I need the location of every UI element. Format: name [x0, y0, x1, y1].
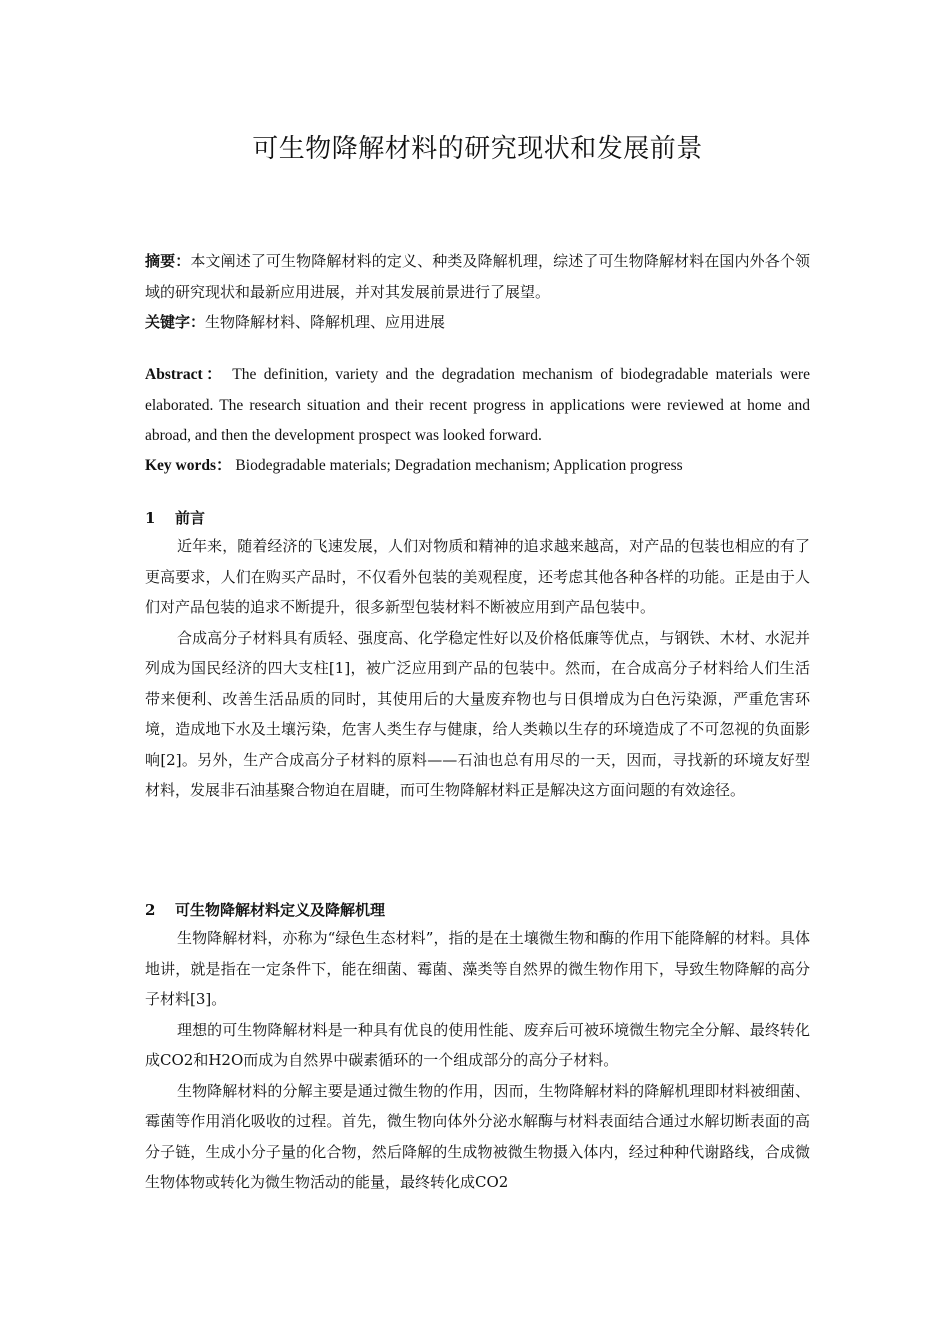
section-1 — [145, 505, 810, 806]
page-title: 可生物降解材料的研究现状和发展前景 — [252, 134, 703, 164]
section-heading — [145, 505, 810, 531]
section-2 — [145, 897, 810, 1198]
abstract-cn — [145, 246, 810, 338]
abstract-en — [145, 360, 810, 480]
section-number: 2 — [145, 901, 156, 919]
paragraph: 理想的可生物降解材料是一种具有优良的使用性能、废弃后可被环境微生物完全分解、最终转化成CO2和H2O而成为自然界中碳素循环的一个组成部分的高分子材料。 — [145, 1020, 810, 1069]
section-heading — [145, 897, 810, 923]
section-number: 1 — [145, 509, 156, 527]
keywords-cn-text: 生物降解材料、降解机理、应用进展 — [205, 313, 446, 331]
paragraph: 合成高分子材料具有质轻、强度高、化学稳定性好以及价格低廉等优点，与钢铁、木材、水泥并列成为国民经济的四大支柱[1]，被广泛应用到产品的包装中。然而，在合成高分子材料给人们生活带来便利、改善生活品质的同时，其使用后的大量废弃物也与日俱增成为白色污染源，严重危害环境，造成地下水及土壤污染，危害人类生存与健康，给人类赖以生存的环境造成了不可忽视的负面影响[2]。另外，生产合成高分子材料的原料——石油也总有用尽的一天，因而，寻找新的环境友好型材料，发展非石油基聚合物迫在眉睫，而可生物降解材料正是解决这方面问题的有效途径。 — [145, 628, 810, 799]
abstract-en-paragraph — [145, 360, 810, 452]
keywords-cn-paragraph — [145, 307, 810, 338]
abstract-cn-paragraph — [145, 246, 810, 307]
abstract-en-text: The definition, variety and the degradation mechanism of biodegradable materials were elaborated. The research situation and their recent progress in applications were reviewed at home and abroad, and then the development prospect was looked forward. — [145, 366, 810, 444]
paragraph: 近年来，随着经济的飞速发展，人们对物质和精神的追求越来越高，对产品的包装也相应的有了更高要求，人们在购买产品时，不仅看外包装的美观程度，还考虑其他各种各样的功能。正是由于人们对产品包装的追求不断提升，很多新型包装材料不断被应用到产品包装中。 — [145, 537, 810, 616]
section-title: 可生物降解材料定义及降解机理 — [175, 901, 386, 919]
paragraph: 生物降解材料的分解主要是通过微生物的作用，因而，生物降解材料的降解机理即材料被细菌、霉菌等作用消化吸收的过程。首先，微生物向体外分泌水解酶与材料表面结合通过水解切断表面的高分子链，生成小分子量的化合物，然后降解的生成物被微生物摄入体内，经过种种代谢路线，合成微生物体物或转化为微生物活动的能量，最终转化成CO2 — [145, 1081, 810, 1191]
abstract-cn-label: 摘要： — [145, 252, 191, 270]
abstract-cn-text: 本文阐述了可生物降解材料的定义、种类及降解机理，综述了可生物降解材料在国内外各个领域的研究现状和最新应用进展，并对其发展前景进行了展望。 — [145, 252, 810, 301]
keywords-cn-label: 关键字： — [145, 313, 206, 331]
section-title: 前言 — [175, 509, 206, 527]
abstract-en-label: Abstract： — [145, 366, 226, 383]
keywords-en-text: Biodegradable materials; Degradation mechanism; Application progress — [235, 456, 683, 474]
keywords-en-label: Key words： — [145, 456, 232, 474]
keywords-en-paragraph — [145, 452, 810, 480]
paragraph: 生物降解材料，亦称为“绿色生态材料”，指的是在土壤微生物和酶的作用下能降解的材料。具体地讲，就是指在一定条件下，能在细菌、霉菌、藻类等自然界的微生物作用下，导致生物降解的高分子材料[3]。 — [145, 929, 810, 1008]
